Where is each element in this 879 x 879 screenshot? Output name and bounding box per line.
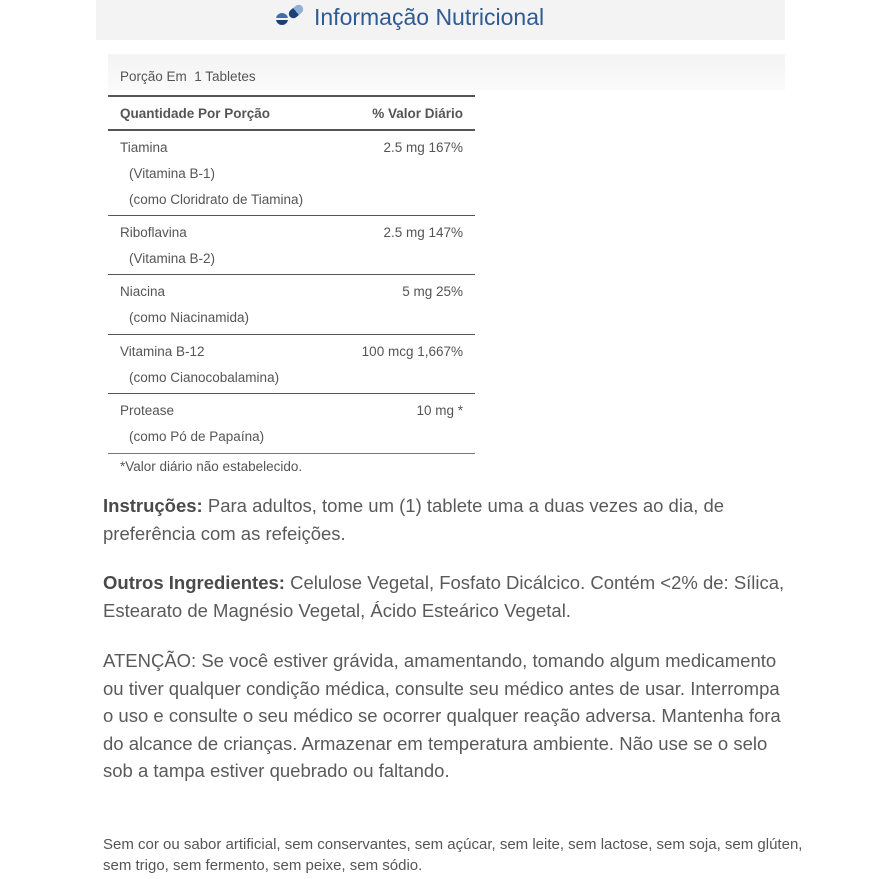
other-ingredients-paragraph [103, 569, 793, 624]
footnote-divider [108, 453, 475, 454]
free-from-paragraph: Sem cor ou sabor artificial, sem conservantes, sem açúcar, sem leite, sem lactose, sem soja, sem glúten, sem trigo, sem fermento, sem peixe, sem sódio. [103, 836, 803, 874]
instructions-label: Instruções: [103, 495, 203, 516]
nutrient-amount: 10 mg * [416, 403, 463, 418]
instructions-text: Para adultos, tome um (1) tablete uma a duas vezes ao dia, de preferência com as refeições. [103, 495, 725, 544]
pill-capsule-icon [272, 5, 308, 29]
header-daily-value: % Valor Diário [372, 105, 463, 121]
table-row [108, 335, 475, 394]
table-footnote: *Valor diário não estabelecido. [120, 459, 303, 474]
page-title: Informação Nutricional [314, 3, 545, 30]
nutrient-sub: (como Cianocobalamina) [129, 370, 280, 385]
table-row [108, 131, 475, 216]
header [272, 0, 544, 34]
nutrient-sub: (como Cloridrato de Tiamina) [129, 192, 304, 207]
table-header [108, 95, 475, 131]
nutrient-amount: 5 mg 25% [402, 284, 463, 299]
nutrient-sub: (como Niacinamida) [129, 310, 250, 325]
header-quantity: Quantidade Por Porção [120, 105, 271, 121]
nutrient-name: Protease [120, 403, 175, 418]
table-row [108, 275, 475, 335]
other-ingredients-label: Outros Ingredientes: [103, 572, 285, 593]
nutrition-table [108, 95, 475, 454]
nutrient-amount: 100 mcg 1,667% [361, 344, 463, 359]
nutrient-sub: (Vitamina B-1) [129, 166, 216, 181]
table-row [108, 394, 475, 454]
instructions-paragraph [103, 492, 793, 547]
warning-paragraph: ATENÇÃO: Se você estiver grávida, amamentando, tomando algum medicamento ou tiver qualquer condição médica, consulte seu médico antes de usar. Interrompa o uso e consulte o seu médico se ocorrer qualquer reação adversa. Mantenha fora do alcance de crianças. Armazenar em temperatura ambiente. Não use se o selo sob a tampa estiver quebrado ou faltando. [103, 650, 781, 781]
nutrient-sub: (como Pó de Papaína) [129, 429, 265, 444]
nutrient-sub: (Vitamina B-2) [129, 251, 216, 266]
nutrient-name: Niacina [120, 284, 166, 299]
nutrient-amount: 2.5 mg 147% [383, 225, 463, 240]
table-row [108, 216, 475, 275]
other-ingredients-text: Celulose Vegetal, Fosfato Dicálcico. Contém <2% de: Sílica, Estearato de Magnésio Vegetal, Ácido Esteárico Vegetal. [103, 572, 785, 621]
serving-size: Porção Em 1 Tabletes [120, 69, 256, 84]
nutrient-name: Vitamina B-12 [120, 344, 205, 359]
nutrient-name: Tiamina [120, 140, 168, 155]
nutrient-amount: 2.5 mg 167% [383, 140, 463, 155]
nutrient-name: Riboflavina [120, 225, 187, 240]
